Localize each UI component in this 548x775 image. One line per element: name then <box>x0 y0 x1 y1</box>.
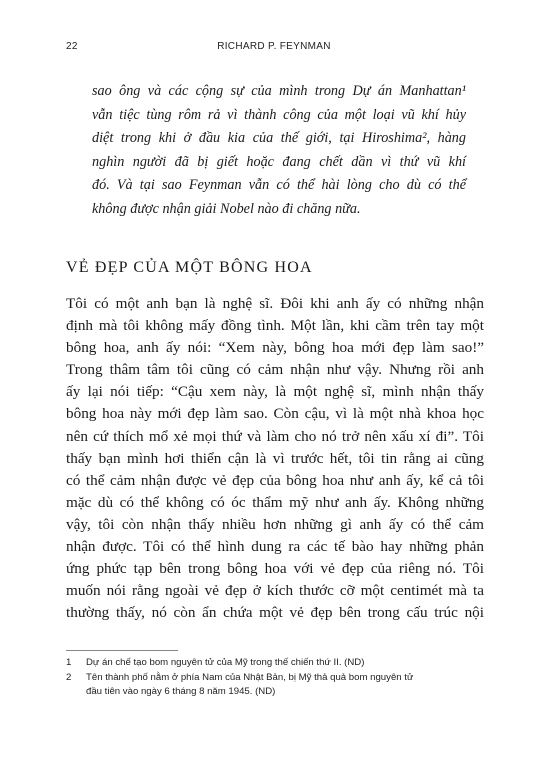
italic-quote-paragraph <box>92 80 466 222</box>
footnote-divider <box>66 650 178 651</box>
footnote-number: 2 <box>66 671 72 683</box>
footnotes <box>66 656 486 700</box>
page-number: 22 <box>66 41 78 52</box>
footnote-number: 1 <box>66 657 72 668</box>
quote-line: diệt trong khi ở đầu kia của thế giới, tại Hiroshima², hàng <box>92 130 466 147</box>
footnote-text: Tên thành phố nằm ở phía Nam của Nhật Bản, bị Mỹ thả quả bom nguyên tử <box>86 671 414 683</box>
quote-line: nghìn người đã bị giết hoặc đang chết dần vì thứ vũ khí <box>92 153 466 170</box>
body-line: Tôi có một anh bạn là nghệ sĩ. Đôi khi anh ấy có những nhận <box>66 295 484 312</box>
body-line: vậy, tôi còn nhận thấy nhiều hơn những gì anh ấy có thể cảm <box>66 515 484 533</box>
body-line: nên cứ thích mổ xẻ mọi thứ và làm cho nó trở nên xấu xí đi”. Tôi <box>66 427 484 445</box>
body-line: ứng phức tạp bên trong bông hoa với vẻ đẹp của riêng nó. Tôi <box>66 560 484 578</box>
body-line: thường thấy, nó còn ẩn chứa một vẻ đẹp bên trong cấu trúc nội <box>66 604 484 622</box>
body-line: có thể cảm nhận được vẻ đẹp của bông hoa như anh ấy, kể cả tôi <box>66 471 484 489</box>
body-line: nhận được. Tôi có thể hình dung ra các tế bào hay những phản <box>66 538 484 556</box>
running-head: RICHARD P. FEYNMAN <box>217 41 331 52</box>
quote-line: sao ông và các cộng sự của mình trong Dự án Manhattan¹ <box>92 83 466 99</box>
body-line: mặc dù có thể không có óc thẩm mỹ như anh ấy. Không những <box>66 493 484 511</box>
page-header <box>66 41 482 55</box>
body-line: thấy bạn mình hơi thiển cận là vì trước hết, tôi tin rằng ai cũng <box>66 449 484 467</box>
footnote-2 <box>66 671 486 700</box>
body-line: Trong thâm tâm tôi cũng có cảm nhận như vậy. Nhưng rồi anh <box>66 361 484 379</box>
body-line: định mà tôi không mấy đồng tình. Một lần, khi cầm trên tay một <box>66 317 484 335</box>
body-paragraph <box>66 293 484 624</box>
footnote-text: đầu tiên vào ngày 6 tháng 8 năm 1945. (ND) <box>86 686 276 698</box>
footnote-1 <box>66 656 486 671</box>
quote-line: đó. Và tại sao Feynman vẫn có thể hài lòng cho dù có thể <box>92 177 466 194</box>
body-line: muốn nói rằng ngoài vẻ đẹp ở kích thước cỡ một centimét mà ta <box>66 582 484 600</box>
footnote-text: Dự án chế tạo bom nguyên tử của Mỹ trong thế chiến thứ II. (ND) <box>86 657 365 668</box>
body-line: bông hoa, anh ấy nói: “Xem này, bông hoa mới đẹp làm sao!” <box>66 339 484 357</box>
body-line: ấy lại nói tiếp: “Cậu xem này, là một nghệ sĩ, mình nhận thấy <box>66 383 484 401</box>
quote-line: vẫn tiệc tùng rôm rả vì thành công của một loại vũ khí hủy <box>92 106 466 123</box>
quote-line: không được nhận giải Nobel nào đi chăng nữa. <box>92 200 361 217</box>
body-line: bông hoa này mới đẹp làm sao. Còn cậu, vì là một nhà khoa học <box>66 405 484 423</box>
section-heading: VẺ ĐẸP CỦA MỘT BÔNG HOA <box>66 259 313 276</box>
